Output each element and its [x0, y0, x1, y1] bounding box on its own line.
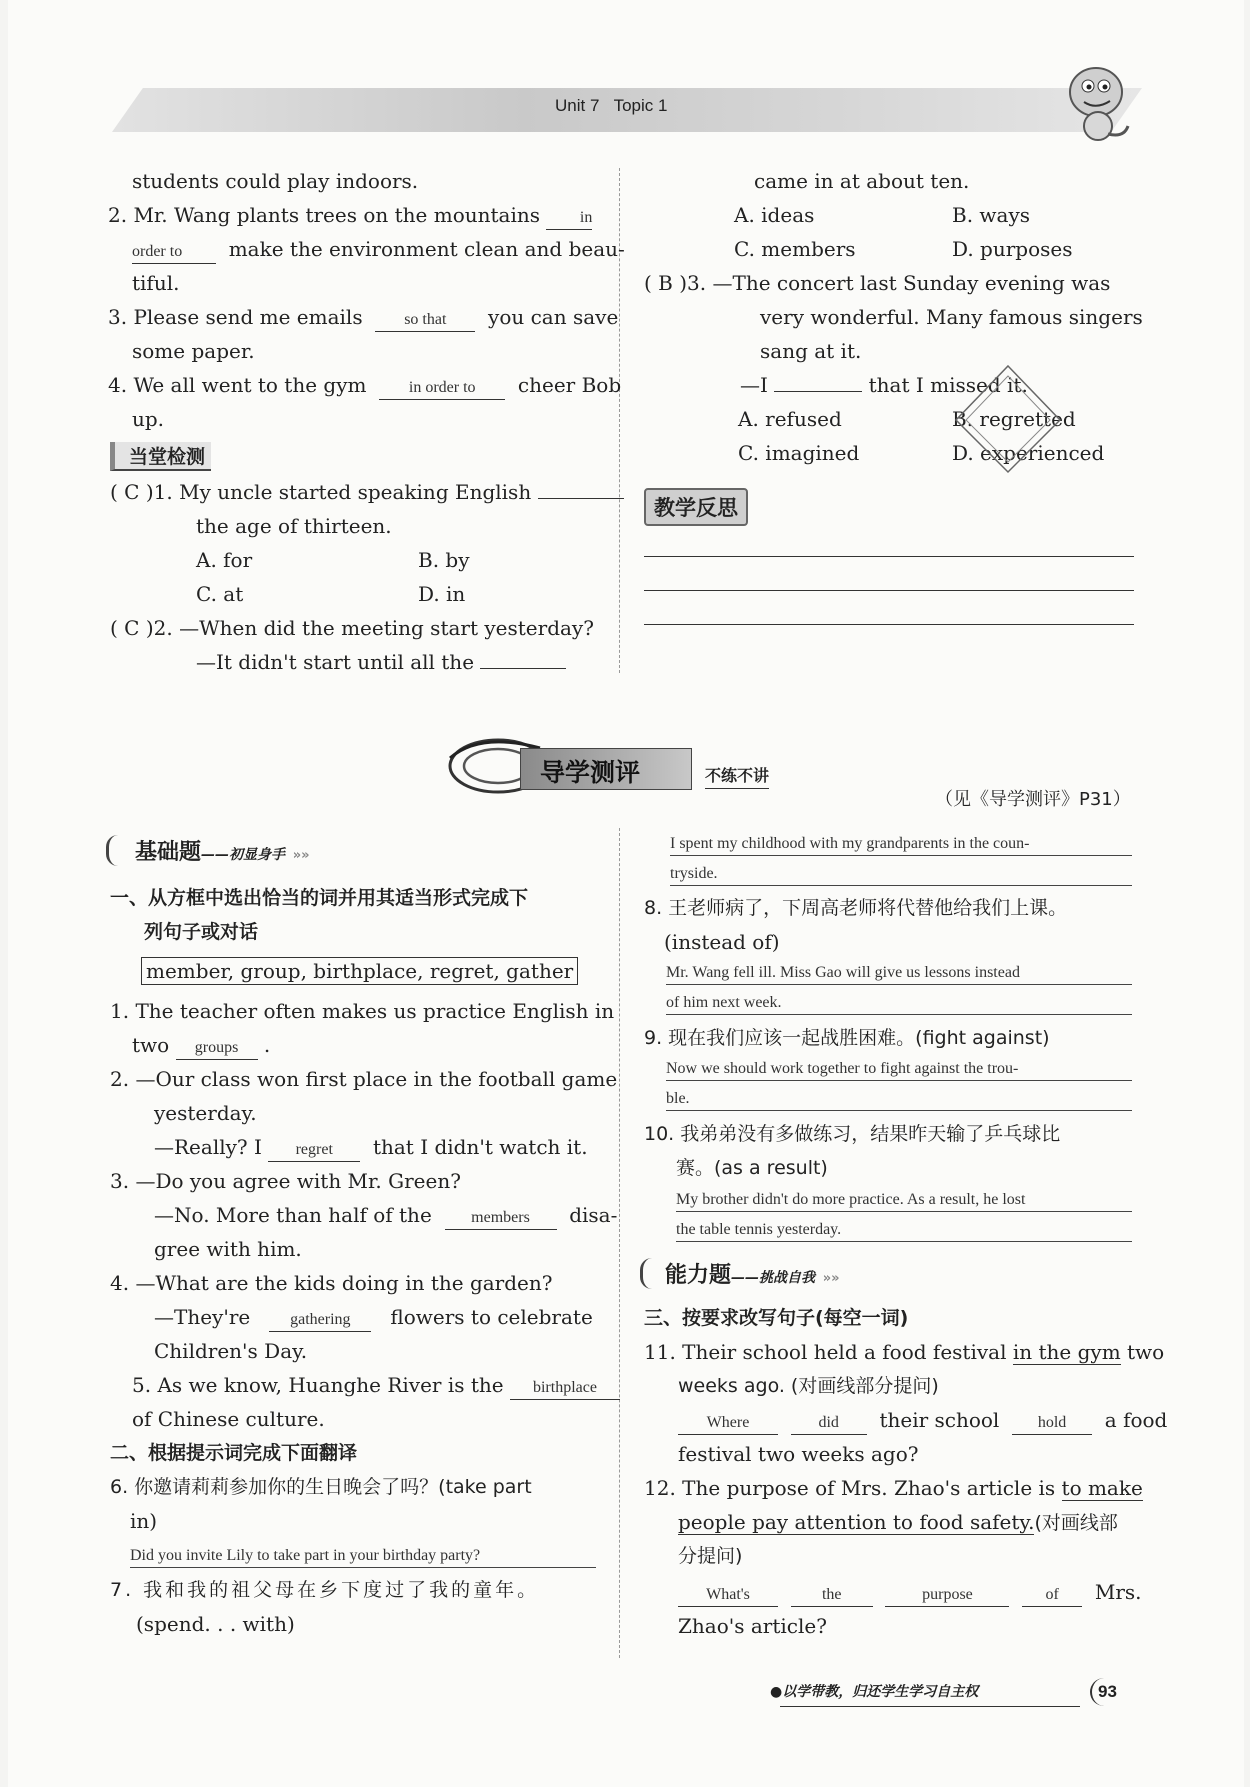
- reflection-title: 教学反思: [644, 488, 748, 526]
- ex-q2-line3: tiful.: [132, 271, 180, 295]
- answer-blank: hold: [1012, 1412, 1092, 1435]
- handwritten-answer: of him next week.: [666, 992, 1132, 1015]
- basic-q1-line2: two groups .: [132, 1031, 270, 1060]
- check-q3-line2: very wonderful. Many famous singers: [760, 305, 1143, 329]
- right-continuation: came in at about ten.: [754, 169, 970, 193]
- ex-q12-line2: people pay attention to food safety.(对画线部: [678, 1510, 1118, 1534]
- option: C. imagined: [738, 441, 860, 465]
- option: B. ways: [952, 203, 1031, 227]
- ex-q3-line1: 3. Please send me emails so that you can save: [108, 303, 618, 332]
- basic-q3-line2: —No. More than half of the members disa-: [154, 1201, 617, 1230]
- ex-q12-line1: 12. The purpose of Mrs. Zhao's article is to make: [644, 1476, 1143, 1500]
- answer-blank: gathering: [269, 1309, 371, 1332]
- ability-section-title: 能力题——挑战自我 »»: [640, 1258, 839, 1289]
- basic-q5-line1: 5. As we know, Huanghe River is the birthplace: [132, 1371, 620, 1400]
- ex-q11-line2: weeks ago. (对画线部分提问): [678, 1375, 939, 1397]
- check-q1-line2: the age of thirteen.: [196, 514, 392, 538]
- handwritten-answer: ble.: [666, 1088, 1132, 1111]
- option: D. experienced: [952, 441, 1105, 465]
- answer-blank: order to: [132, 241, 216, 264]
- basic-q1-line1: 1. The teacher often makes us practice English in: [110, 999, 615, 1023]
- option: B. by: [418, 548, 470, 572]
- basic-q7-line1: 7. 我和我的祖父母在乡下度过了我的童年。: [110, 1579, 540, 1601]
- handwritten-answer: Now we should work together to fight against the trou-: [666, 1058, 1132, 1081]
- basic-q3-line1: 3. —Do you agree with Mr. Green?: [110, 1169, 461, 1193]
- answer-blank: so that: [375, 309, 475, 332]
- footer-line: [780, 1706, 1080, 1707]
- writing-line: [644, 556, 1134, 557]
- handwritten-answer: the table tennis yesterday.: [676, 1219, 1132, 1242]
- handwritten-answer: My brother didn't do more practice. As a result, he lost: [676, 1189, 1132, 1212]
- page-number: 93: [1090, 1678, 1123, 1706]
- ex-q8-line1: 8. 王老师病了，下周高老师将代替他给我们上课。: [644, 897, 1068, 919]
- check-q1-line1: ( C )1. My uncle started speaking English: [110, 478, 624, 506]
- left-continuation: students could play indoors.: [132, 169, 419, 193]
- mid-banner-title: 导学测评: [540, 758, 641, 787]
- check-q2-line1: ( C )2. —When did the meeting start yesterday?: [110, 616, 594, 640]
- option: D. purposes: [952, 237, 1073, 261]
- ex-q4-line2: up.: [132, 407, 165, 431]
- mascot-dinosaur-icon: [1058, 54, 1138, 146]
- ex-q12-line3: 分提问): [678, 1545, 743, 1567]
- ex-q11-line3: Where did their school hold a food: [678, 1406, 1167, 1435]
- ex-q10-line2: 赛。(as a result): [676, 1157, 828, 1179]
- basic-q4-line2: —They're gathering flowers to celebrate: [154, 1303, 593, 1332]
- answer-blank: What's: [678, 1584, 778, 1607]
- basic-q4-line3: Children's Day.: [154, 1339, 308, 1363]
- basic-q4-line1: 4. —What are the kids doing in the garden?: [110, 1271, 553, 1295]
- answer-blank: members: [445, 1207, 557, 1230]
- handwritten-answer: I spent my childhood with my grandparents in the coun-: [670, 833, 1132, 856]
- basic-q3-line3: gree with him.: [154, 1237, 302, 1261]
- underlined-phrase: in the gym: [1012, 1340, 1121, 1364]
- check-section-title: 当堂检测: [110, 442, 211, 471]
- basic-sec1-heading-cont: 列句子或对话: [144, 921, 259, 943]
- header-unit-topic: [555, 96, 667, 116]
- answer-blank: Where: [678, 1412, 778, 1435]
- check-q2-line2: —It didn't start until all the: [196, 648, 566, 676]
- basic-q5-line2: of Chinese culture.: [132, 1407, 325, 1431]
- basic-sec2-heading: 二、根据提示词完成下面翻译: [110, 1442, 358, 1464]
- ex-q8-line2: (instead of): [664, 930, 780, 954]
- underlined-phrase: to make: [1061, 1476, 1143, 1500]
- option: D. in: [418, 582, 466, 606]
- writing-line: [644, 624, 1134, 625]
- option: B. regretted: [952, 407, 1076, 431]
- ex-q12-line4: What's the purpose of Mrs.: [678, 1578, 1142, 1607]
- ex-q2-line2: order to make the environment clean and beau-: [132, 235, 625, 264]
- ex-q10-line1: 10. 我弟弟没有多做练习，结果昨天输了乒乓球比: [644, 1123, 1061, 1145]
- mid-banner-subtitle: 不练不讲: [705, 763, 769, 789]
- check-q3-line3: sang at it.: [760, 339, 862, 363]
- option: C. at: [196, 582, 244, 606]
- basic-q2-line3: —Really? I regret that I didn't watch it.: [154, 1133, 588, 1162]
- header-unit: Unit 7: [555, 96, 600, 115]
- answer-blank: the: [791, 1584, 873, 1607]
- word-box: member, group, birthplace, regret, gather: [141, 957, 578, 985]
- check-q3-line1: ( B )3. —The concert last Sunday evening was: [644, 271, 1111, 295]
- option: A. for: [196, 548, 253, 572]
- check-q3-line4: —I that I missed it.: [740, 373, 1028, 397]
- basic-section-title: 基础题——初显身手 »»: [106, 835, 309, 866]
- answer-blank: purpose: [885, 1584, 1009, 1607]
- answer-blank: did: [791, 1412, 867, 1435]
- basic-sec1-heading: 一、从方框中选出恰当的词并用其适当形式完成下: [110, 887, 529, 909]
- choice-answer: C: [124, 616, 140, 640]
- basic-q6-line1: 6. 你邀请莉莉参加你的生日晚会了吗？(take part: [110, 1476, 532, 1498]
- basic-q2-line1: 2. —Our class won first place in the football game: [110, 1067, 618, 1091]
- ex-q4-line1: 4. We all went to the gym in order to cheer Bob: [108, 371, 621, 400]
- column-divider-bottom: [619, 828, 620, 1658]
- ex-q11-line4: festival two weeks ago?: [678, 1442, 919, 1466]
- ex-q11-line1: 11. Their school held a food festival in the gym two: [644, 1340, 1165, 1364]
- stamp-seal-icon: [948, 360, 1068, 478]
- ex-q3-line2: some paper.: [132, 339, 255, 363]
- handwritten-answer: tryside.: [670, 863, 1132, 886]
- ability-sec3-heading: 三、按要求改写句子(每空一词): [644, 1307, 909, 1329]
- footer-motto: ●以学带教，归还学生学习自主权: [770, 1684, 979, 1700]
- option: A. ideas: [734, 203, 815, 227]
- handwritten-answer: Mr. Wang fell ill. Miss Gao will give us lessons instead: [666, 962, 1132, 985]
- header-topic: Topic 1: [613, 96, 668, 115]
- option: A. refused: [738, 407, 842, 431]
- answer-blank: in: [546, 207, 592, 230]
- choice-answer: C: [124, 480, 140, 504]
- basic-q6-line2: in): [130, 1509, 158, 1533]
- choice-answer: B: [658, 271, 673, 295]
- ex-q9-line1: 9. 现在我们应该一起战胜困难。(fight against): [644, 1027, 1050, 1049]
- ex-q12-line5: Zhao's article?: [678, 1614, 827, 1638]
- ex-q2-line1: 2. Mr. Wang plants trees on the mountains in: [108, 201, 592, 230]
- handwritten-answer: Did you invite Lily to take part in your birthday party?: [130, 1545, 596, 1568]
- answer-blank: regret: [268, 1139, 360, 1162]
- reference-note: （见《导学测评》P31）: [935, 789, 1131, 810]
- basic-q2-line2: yesterday.: [154, 1101, 257, 1125]
- answer-blank: in order to: [379, 377, 505, 400]
- basic-q7-line2: (spend. . . with): [136, 1612, 295, 1636]
- underlined-phrase: people pay attention to food safety.: [678, 1510, 1035, 1534]
- answer-blank: groups: [176, 1037, 258, 1060]
- option: C. members: [734, 237, 856, 261]
- answer-blank: birthplace: [510, 1377, 620, 1400]
- writing-line: [644, 590, 1134, 591]
- answer-blank: of: [1022, 1584, 1082, 1607]
